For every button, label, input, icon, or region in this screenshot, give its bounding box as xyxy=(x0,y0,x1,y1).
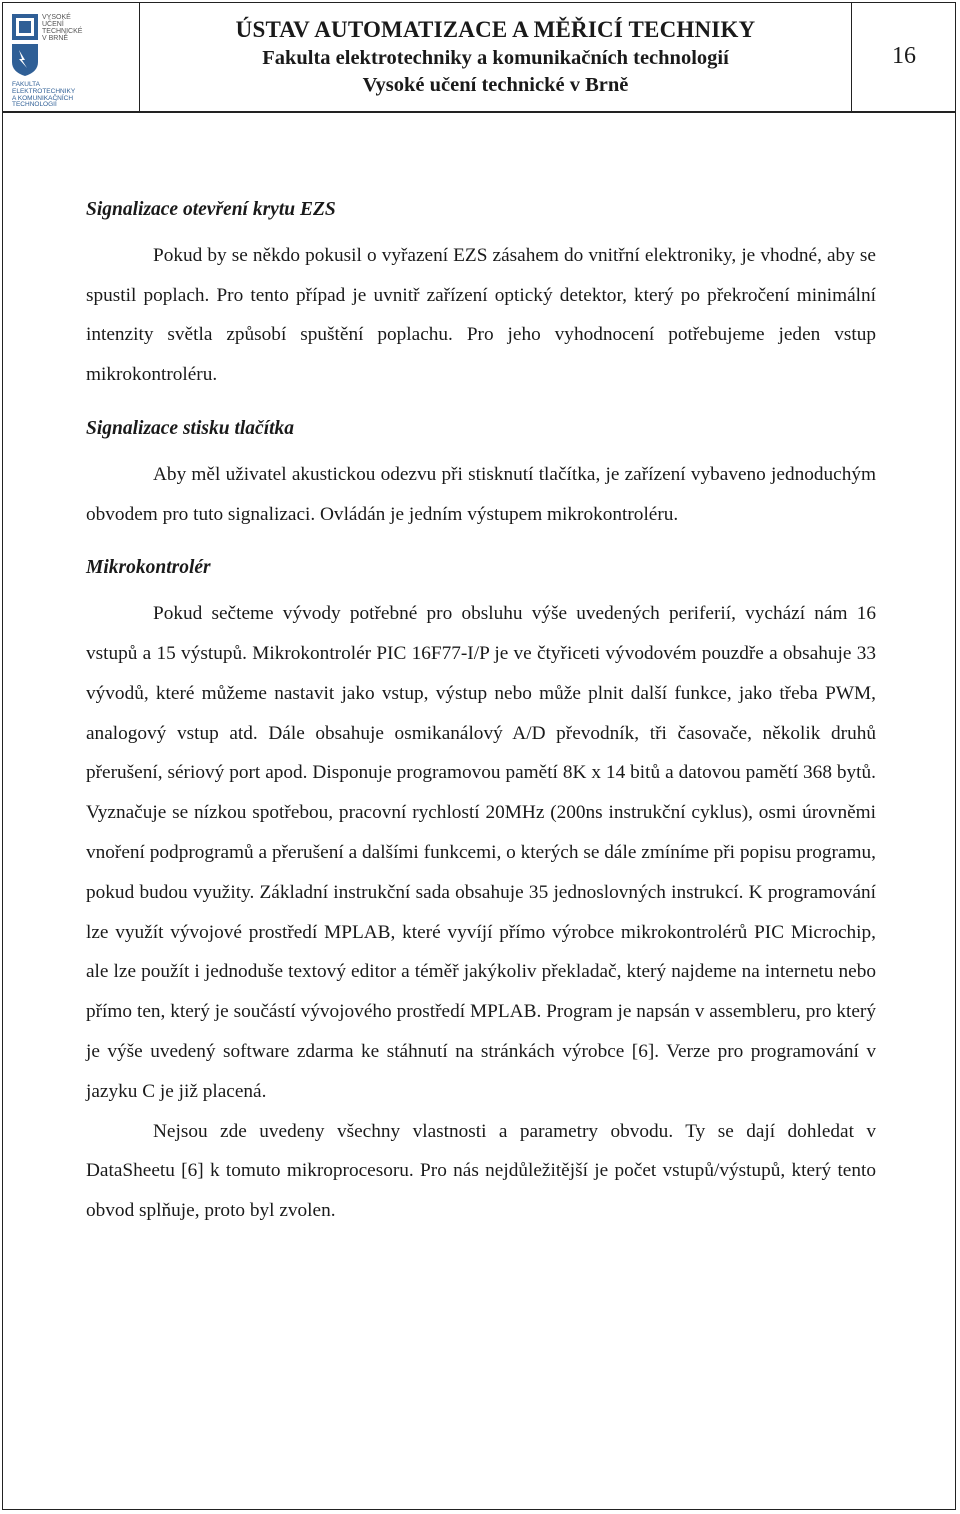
logo-label: FAKULTA xyxy=(12,81,40,88)
faculty-title: Fakulta elektrotechniky a komunikačních technologií xyxy=(262,46,729,69)
section-heading: Signalizace stisku tlačítka xyxy=(86,417,295,439)
logo-label: ELEKTROTECHNIKY xyxy=(12,88,76,95)
page-header xyxy=(2,2,956,113)
university-title: Vysoké učení technické v Brně xyxy=(362,73,629,96)
logo-cell xyxy=(2,2,140,111)
logo-label: TECHNOLOGIÍ xyxy=(12,101,57,106)
logo-label: TECHNICKÉ xyxy=(42,28,83,35)
paragraph: Pokud by se někdo pokusil o vyřazení EZS zásahem do vnitřní elektroniky, je vhodné, aby se spustil poplach. Pro tento případ je uvnitř zařízení optický detektor, který po překročení minimální intenzity světla způsobí spuštění poplachu. Pro jeho vyhodnocení potřebujeme jeden vstup mikrokontroléru. xyxy=(86,244,876,386)
section-heading: Signalizace otevření krytu EZS xyxy=(86,199,336,220)
institute-title: ÚSTAV AUTOMATIZACE A MĚŘICÍ TECHNIKY xyxy=(235,16,756,42)
page-number: 16 xyxy=(892,43,916,69)
section-heading: Mikrokontrolér xyxy=(86,557,211,579)
university-logo-icon xyxy=(10,10,130,106)
header-title-block xyxy=(140,2,852,111)
paragraph: Nejsou zde uvedeny všechny vlastnosti a parametry obvodu. Ty se dají dohledat v DataSheetu [6] k tomuto mikroprocesoru. Pro nás nejdůležitější je počet vstupů/výstupů, který tento obvod splňuje, proto byl zvolen. xyxy=(86,1120,876,1222)
paragraph: Aby měl uživatel akustickou odezvu při stisknutí tlačítka, je zařízení vybaveno jednoduchým obvodem pro tuto signalizaci. Ovládán je jedním výstupem mikrokontroléru. xyxy=(86,463,876,525)
logo-label: V BRNĚ xyxy=(42,35,69,42)
logo-label: A KOMUNIKAČNÍCH xyxy=(12,95,74,102)
logo-label: VYSOKÉ xyxy=(42,14,71,21)
paragraph: Pokud sečteme vývody potřebné pro obsluhu výše uvedených periferií, vychází nám 16 vstupů a 15 výstupů. Mikrokontrolér PIC 16F77-I/P je ve čtyřiceti vývodovém pouzdře a obsahuje 33 vývodů, které můžeme nastavit jako vstup, výstup nebo může plnit další funkce, jako třeba PWM, analogový vstup atd. Dále obsahuje osmikanálový A/D převodník, tři časovače, několik druhů přerušení, sériový port apod. Disponuje programovou pamětí 8K x 14 bitů a datovou pamětí 368 bytů. Vyznačuje se nízkou spotřebou, pracovní rychlostí 20MHz (200ns instrukční cyklus), osmi úrovněmi vnoření podprogramů a přerušení a dalšími funkcemi, o kterých se dále zmíníme při popisu programu, pokud budou využity. Základní instrukční sada obsahuje 35 jednoslovných instrukcí. K programování lze využít vývojové prostředí MPLAB, které vyvíjí přímo výrobce mikrokontrolérů PIC Microchip, ale lze použít i jednoduše textový editor a téměř jakýkoliv překladač, který najdeme na internetu nebo přímo ten, který je součástí vývojového prostředí MPLAB. Program je napsán v assembleru, pro který je výše uvedený software zdarma ke stáhnutí na stránkách výrobce [6]. Verze pro programování v jazyku C je již placená. xyxy=(86,603,876,1102)
page-content xyxy=(86,190,876,1231)
logo-label: UČENÍ xyxy=(42,21,64,28)
